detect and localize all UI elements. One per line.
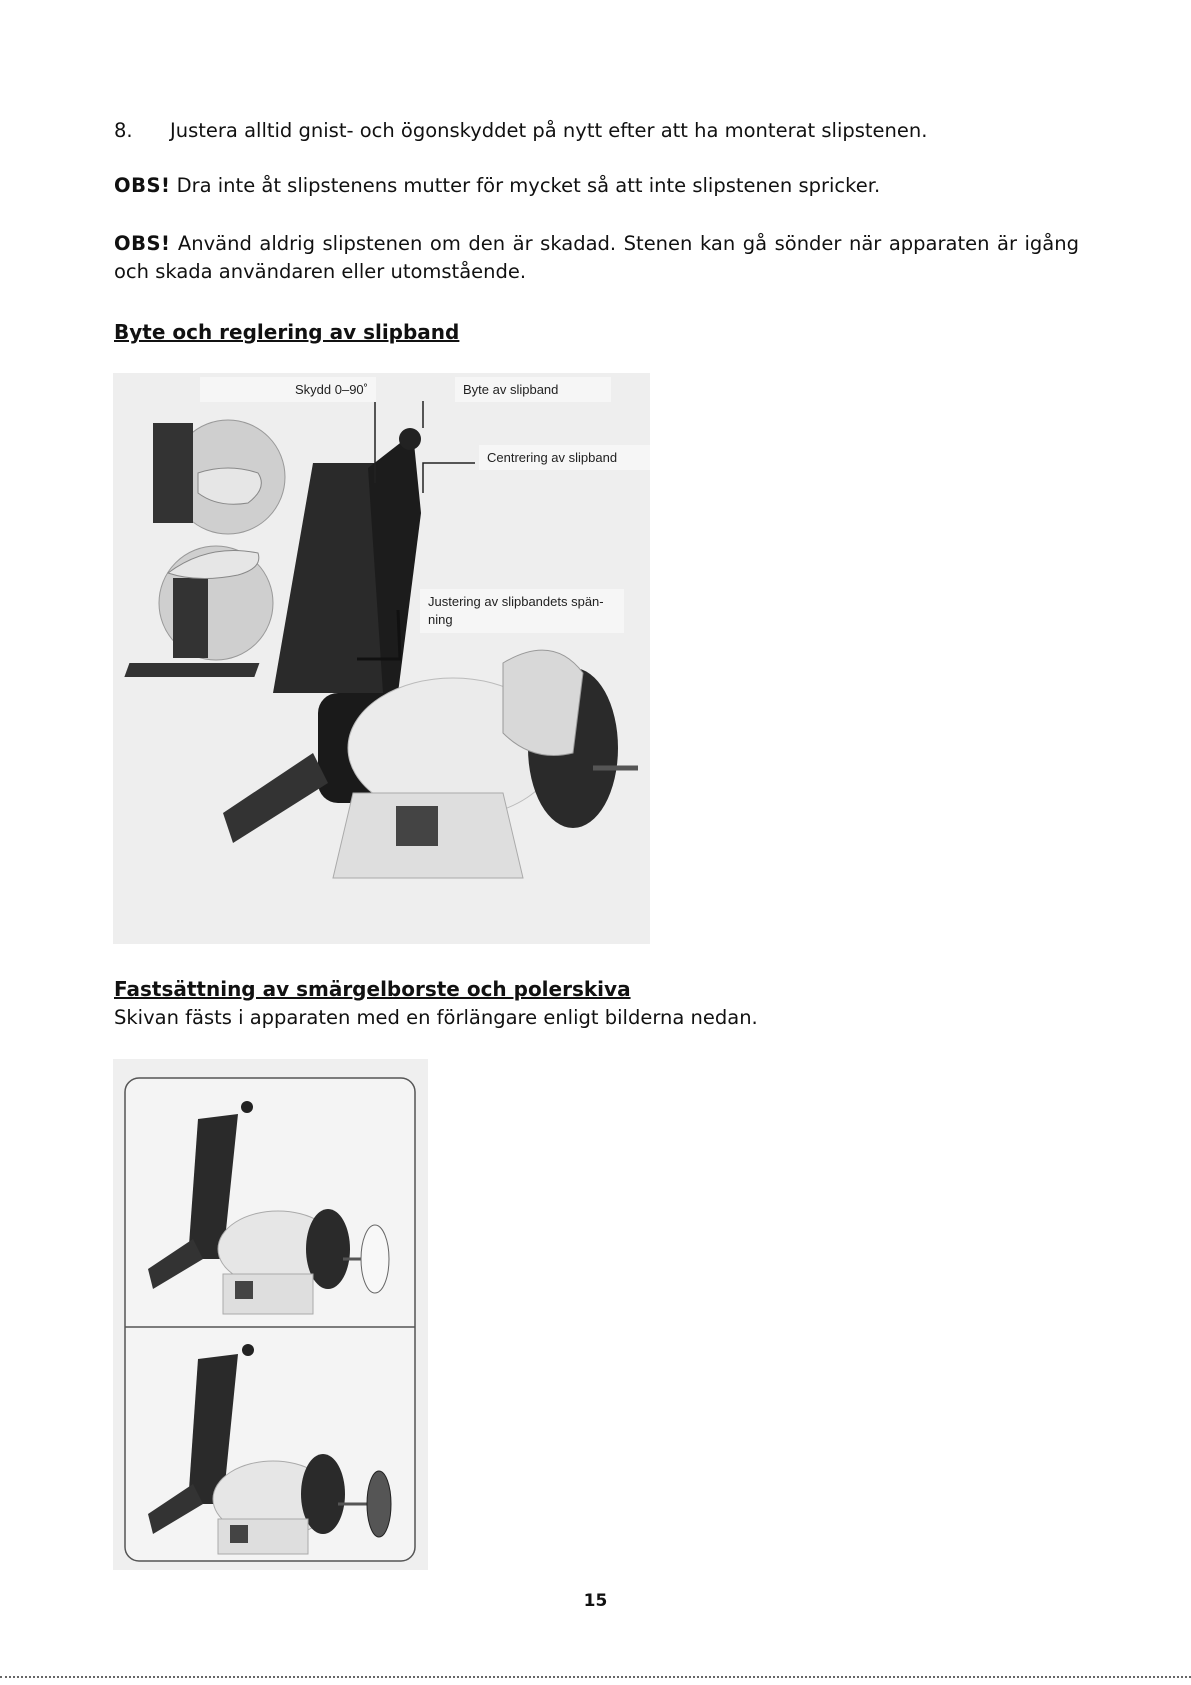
step-number: 8. — [114, 119, 133, 142]
accessory-figure — [113, 1059, 428, 1570]
note-1 — [114, 172, 1079, 200]
callout-belt-tension: Justering av slipbandets spän-ning — [420, 589, 624, 633]
belt-knob — [399, 428, 421, 450]
leader-centering — [423, 463, 475, 493]
inset-belt-top — [153, 423, 193, 523]
page-number: 15 — [583, 1591, 608, 1611]
inset-belt-bottom — [173, 578, 208, 658]
power-switch — [396, 806, 438, 846]
footer-rule — [0, 1676, 1191, 1678]
note-label: OBS! — [114, 174, 171, 197]
callout-belt-centering: Centrering av slipband — [479, 445, 650, 470]
callout-guard: Skydd 0–90˚ — [200, 377, 376, 402]
eye-shield — [503, 650, 583, 755]
callout-belt-change: Byte av slipband — [455, 377, 611, 402]
dust-chute — [223, 753, 328, 843]
work-table — [124, 663, 259, 677]
section-heading-belt: Byte och reglering av slipband — [114, 320, 460, 344]
note-label: OBS! — [114, 232, 171, 255]
note-text: Använd aldrig slipstenen om den är skadad. Stenen kan gå sönder när apparaten är igång och skada användaren eller utomstående. — [114, 232, 1079, 283]
section-heading-brush: Fastsättning av smärgelborste och polerskiva — [114, 977, 631, 1001]
accessory-illustration — [113, 1059, 428, 1570]
step-text: Justera alltid gnist- och ögonskyddet på nytt efter att ha monterat slipstenen. — [170, 119, 928, 142]
note-text: Dra inte åt slipstenens mutter för mycket så att inte slipstenen spricker. — [170, 174, 881, 197]
section-intro: Skivan fästs i apparaten med en förlängare enligt bilderna nedan. — [114, 1006, 758, 1029]
note-2 — [114, 230, 1079, 286]
belt-grinder-figure — [113, 373, 650, 944]
hand-top — [198, 468, 261, 504]
